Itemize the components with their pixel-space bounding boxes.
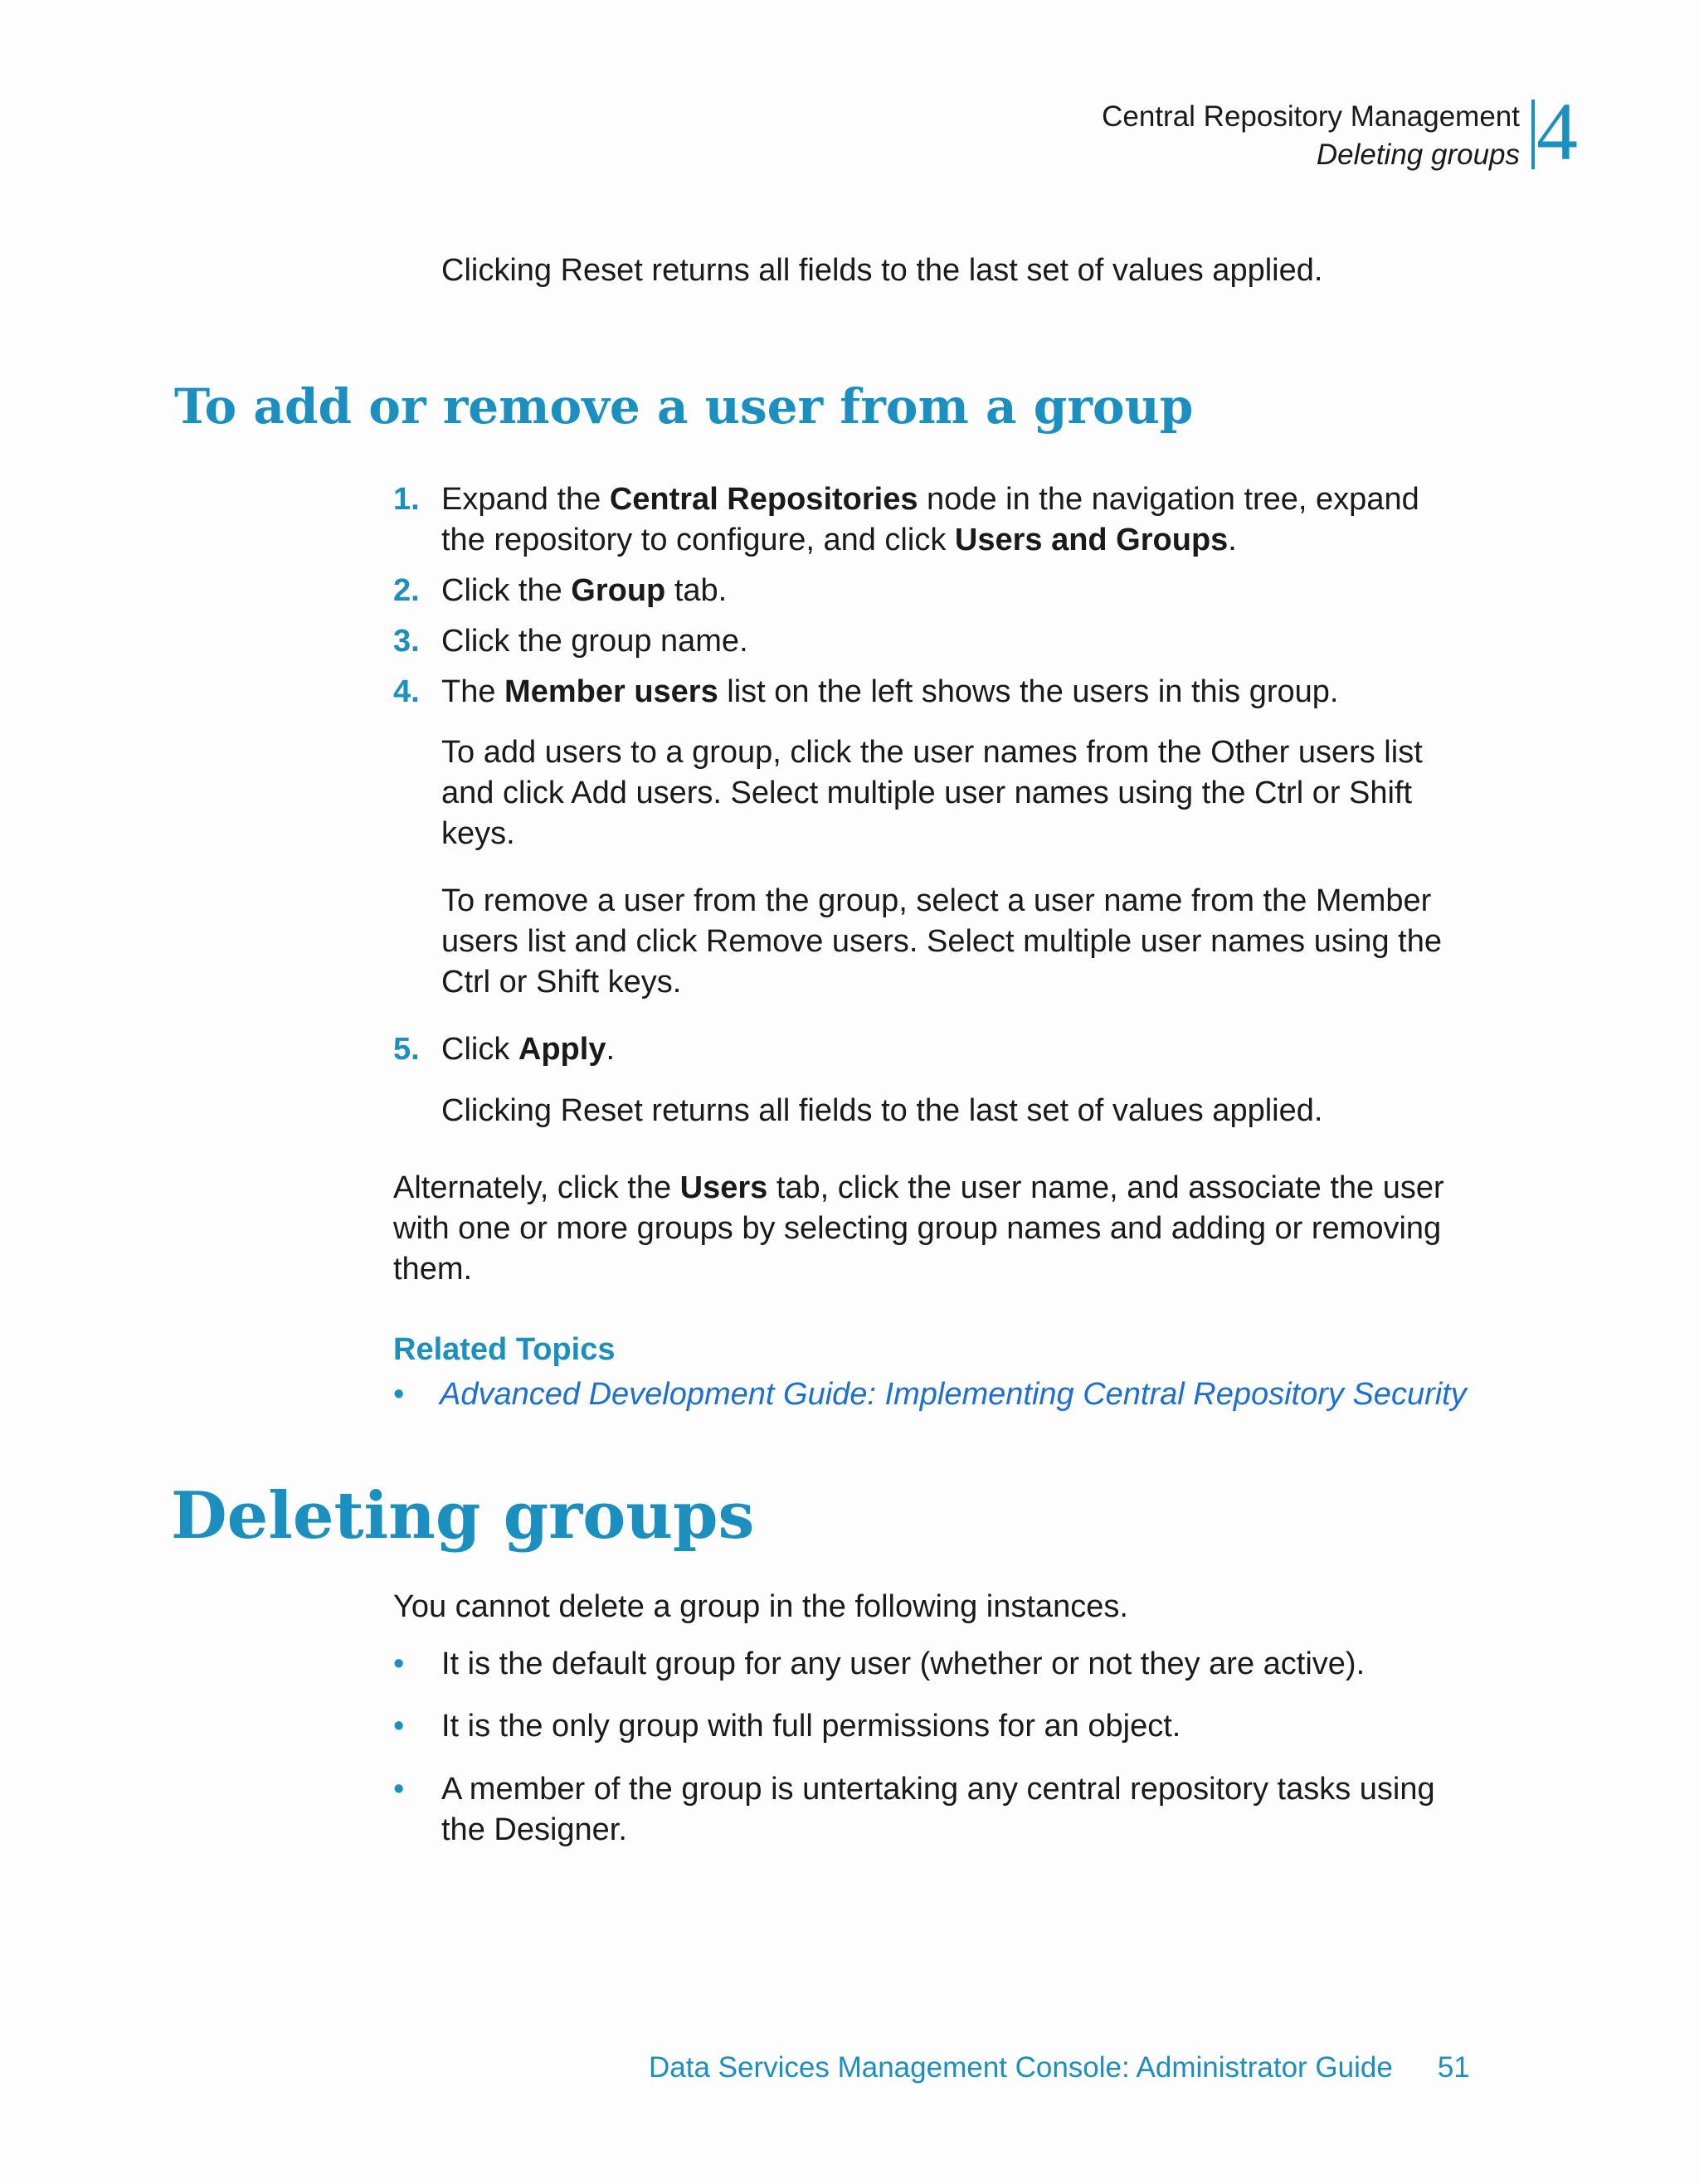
chapter-title: Central Repository Management — [1102, 100, 1520, 133]
ui-term: Users — [679, 1170, 768, 1205]
related-topics-title: Related Topics — [393, 1332, 616, 1367]
deleting-bullet-2: It is the only group with full permissions for an object. — [441, 1709, 1181, 1744]
ui-term: Central Repositories — [609, 482, 918, 517]
section-heading-add-remove: To add or remove a user from a group — [174, 378, 1194, 435]
text-run: tab, click the user name, and associate the user — [767, 1170, 1444, 1205]
chapter-number: 4 — [1536, 85, 1578, 178]
text-run: tab. — [665, 573, 728, 608]
step-5-text — [441, 1029, 1520, 1070]
text-line: them. — [393, 1252, 473, 1287]
deleting-intro: You cannot delete a group in the following instances. — [393, 1589, 1128, 1624]
text-run: list on the left shows the users in this group. — [718, 674, 1339, 709]
step-2-text — [441, 571, 1520, 611]
text-run: Click — [441, 1032, 518, 1067]
page-footer — [649, 2049, 1470, 2087]
text-line: keys. — [441, 816, 515, 851]
related-topic-link[interactable]: Advanced Development Guide: Implementing Central Repository Security — [440, 1377, 1467, 1412]
text-line: and click Add users. Select multiple user names using the Ctrl or Shift — [441, 776, 1413, 810]
bullet-icon: • — [393, 1709, 405, 1744]
section-title: Deleting groups — [1316, 139, 1520, 171]
step-1-text — [441, 479, 1520, 561]
step-number: 3. — [393, 624, 420, 659]
text-run: . — [606, 1032, 616, 1067]
page-number: 51 — [1437, 2051, 1470, 2084]
section-heading-deleting-groups: Deleting groups — [171, 1478, 755, 1554]
step-number: 2. — [393, 573, 420, 608]
step-number: 1. — [393, 482, 420, 517]
guide-title: Data Services Management Console: Administrator Guide — [649, 2051, 1393, 2084]
bullet-icon: • — [393, 1772, 405, 1807]
text-run: Click the — [441, 573, 572, 608]
step-3-text: Click the group name. — [441, 624, 748, 659]
text-run: Alternately, click the — [393, 1170, 680, 1205]
text-run: The — [441, 674, 505, 709]
step-4-add-paragraph — [441, 732, 1520, 854]
step-number: 5. — [393, 1032, 420, 1067]
text-line: To remove a user from the group, select a user name from the Member — [441, 883, 1432, 918]
text-line: Ctrl or Shift keys. — [441, 965, 682, 1000]
text-line: A member of the group is untertaking any central repository tasks using — [441, 1772, 1435, 1807]
step-4-remove-paragraph — [441, 881, 1520, 1003]
intro-note: Clicking Reset returns all fields to the last set of values applied. — [441, 253, 1323, 288]
bullet-icon: • — [393, 1647, 405, 1681]
deleting-bullet-1: It is the default group for any user (whether or not they are active). — [441, 1647, 1366, 1681]
bullet-icon: • — [393, 1377, 405, 1412]
text-line: the Designer. — [441, 1812, 627, 1847]
deleting-bullet-3 — [441, 1769, 1520, 1851]
ui-term: Member users — [504, 674, 718, 709]
text-run: the repository to configure, and click — [441, 523, 955, 557]
text-run: node in the navigation tree, expand — [918, 482, 1419, 517]
text-run: . — [1228, 523, 1237, 557]
ui-term: Group — [571, 573, 666, 608]
ui-term: Apply — [518, 1032, 606, 1067]
running-header — [1102, 98, 1520, 174]
text-line: users list and click Remove users. Select multiple user names using the — [441, 924, 1442, 959]
text-line: To add users to a group, click the user names from the Other users list — [441, 735, 1423, 770]
step-5-note: Clicking Reset returns all fields to the last set of values applied. — [441, 1093, 1323, 1128]
step-4-text — [441, 672, 1520, 713]
step-number: 4. — [393, 674, 420, 709]
chapter-divider — [1531, 100, 1535, 169]
text-run: Expand the — [441, 482, 610, 517]
ui-term: Users and Groups — [954, 523, 1229, 557]
alternate-paragraph — [393, 1168, 1538, 1290]
text-line: with one or more groups by selecting group names and adding or removing — [393, 1211, 1442, 1246]
